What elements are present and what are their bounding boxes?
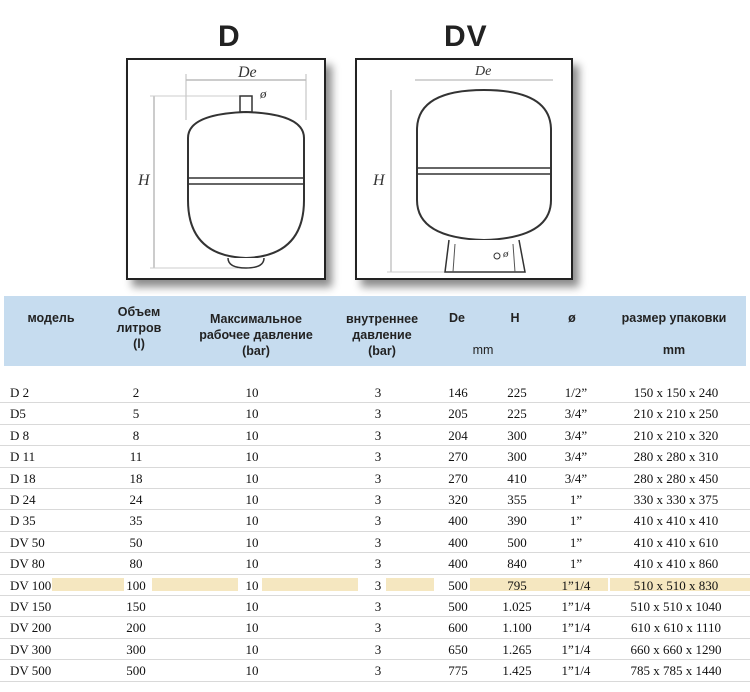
cell-max-pressure: 10 bbox=[245, 492, 259, 507]
cell-internal-pressure: 3 bbox=[374, 470, 382, 486]
cell-model: DV 50 bbox=[10, 534, 45, 550]
cell-volume: 200 bbox=[126, 620, 146, 636]
cell-max-pressure: 10 bbox=[245, 534, 259, 550]
cell-volume: 150 bbox=[126, 599, 146, 614]
cell-pack: 410 x 410 x 410 bbox=[633, 513, 719, 529]
cell-h: 1.100 bbox=[502, 620, 532, 636]
header-volume-line3: (l) bbox=[133, 337, 145, 351]
header-volume bbox=[104, 304, 174, 352]
cell-internal-pressure: 3 bbox=[374, 620, 382, 636]
cell-volume: 18 bbox=[129, 470, 143, 486]
cell-model: DV 150 bbox=[10, 599, 52, 614]
cell-de: 500 bbox=[448, 599, 468, 614]
cell-max-pressure: 10 bbox=[245, 513, 259, 529]
cell-de: 146 bbox=[448, 385, 468, 400]
cell-dia: 1” bbox=[569, 556, 583, 572]
cell-pack: 210 x 210 x 250 bbox=[633, 406, 719, 422]
cell-dia: 1” bbox=[569, 513, 583, 529]
cell-internal-pressure: 3 bbox=[374, 513, 382, 529]
table-row bbox=[0, 468, 750, 489]
cell-pack: 660 x 660 x 1290 bbox=[630, 641, 722, 657]
tank-dv-drawing bbox=[357, 60, 575, 282]
cell-de: 204 bbox=[448, 427, 468, 443]
cell-max-pressure: 10 bbox=[245, 470, 259, 486]
table-header bbox=[4, 296, 746, 366]
cell-model: DV 100 bbox=[10, 577, 52, 593]
cell-max-pressure: 10 bbox=[245, 385, 259, 400]
header-max-pressure-line2: рабочее давление bbox=[199, 328, 313, 342]
cell-de: 650 bbox=[448, 641, 468, 657]
cell-internal-pressure: 3 bbox=[374, 663, 382, 679]
cell-h: 225 bbox=[507, 385, 527, 400]
cell-dia: 3/4” bbox=[564, 427, 588, 443]
cell-de: 400 bbox=[448, 534, 468, 550]
cell-model: DV 80 bbox=[10, 556, 45, 572]
table-row bbox=[0, 553, 750, 574]
header-max-pressure-line3: (bar) bbox=[242, 344, 270, 358]
table-row bbox=[0, 425, 750, 446]
cell-pack: 410 x 410 x 610 bbox=[633, 534, 719, 550]
cell-volume: 24 bbox=[129, 492, 143, 507]
header-volume-line1: Объем bbox=[117, 305, 161, 319]
table-row bbox=[0, 382, 750, 403]
cell-pack: 280 x 280 x 310 bbox=[633, 449, 719, 465]
cell-internal-pressure: 3 bbox=[374, 406, 382, 422]
header-dia: ø bbox=[568, 311, 576, 325]
cell-h: 300 bbox=[507, 449, 527, 465]
cell-volume: 35 bbox=[129, 513, 143, 529]
cell-de: 600 bbox=[448, 620, 468, 636]
table-row bbox=[0, 532, 750, 553]
cell-volume: 11 bbox=[129, 449, 143, 465]
cell-max-pressure: 10 bbox=[245, 556, 259, 572]
title-d: D bbox=[218, 20, 241, 53]
table-row bbox=[0, 403, 750, 424]
table-row bbox=[0, 446, 750, 467]
cell-max-pressure: 10 bbox=[245, 599, 259, 614]
header-max-pressure bbox=[186, 311, 326, 359]
cell-pack: 210 x 210 x 320 bbox=[633, 427, 719, 443]
cell-dia: 3/4” bbox=[564, 406, 588, 422]
cell-max-pressure: 10 bbox=[245, 427, 259, 443]
cell-dia: 3/4” bbox=[564, 449, 588, 465]
dia-label-d: ø bbox=[260, 86, 267, 101]
cell-h: 1.425 bbox=[502, 663, 532, 679]
cell-internal-pressure: 3 bbox=[374, 641, 382, 657]
cell-h: 1.265 bbox=[502, 641, 532, 657]
cell-h: 840 bbox=[507, 556, 527, 572]
cell-volume: 8 bbox=[132, 427, 140, 443]
cell-max-pressure: 10 bbox=[245, 620, 259, 636]
header-internal-pressure-line1: внутреннее bbox=[345, 312, 419, 326]
table-row bbox=[0, 639, 750, 660]
cell-internal-pressure: 3 bbox=[374, 556, 382, 572]
cell-h: 795 bbox=[507, 577, 527, 593]
cell-model: D 2 bbox=[10, 385, 30, 400]
cell-internal-pressure: 3 bbox=[374, 577, 382, 593]
cell-model: D 11 bbox=[10, 449, 36, 465]
cell-max-pressure: 10 bbox=[245, 577, 259, 593]
cell-dia: 3/4” bbox=[564, 470, 588, 486]
cell-h: 1.025 bbox=[502, 599, 532, 614]
header-internal-pressure-line3: (bar) bbox=[368, 344, 396, 358]
cell-model: D 18 bbox=[10, 470, 36, 486]
cell-internal-pressure: 3 bbox=[374, 534, 382, 550]
table-row bbox=[0, 596, 750, 617]
header-h: H bbox=[510, 311, 520, 325]
header-internal-pressure bbox=[330, 311, 434, 359]
cell-max-pressure: 10 bbox=[245, 663, 259, 679]
cell-dia: 1” bbox=[569, 534, 583, 550]
cell-pack: 410 x 410 x 860 bbox=[633, 556, 719, 572]
cell-dia: 1”1/4 bbox=[561, 641, 591, 657]
header-model: модель bbox=[27, 311, 75, 325]
cell-de: 205 bbox=[448, 406, 468, 422]
table-row bbox=[0, 489, 750, 510]
tank-d-drawing bbox=[128, 60, 328, 282]
cell-de: 400 bbox=[448, 556, 468, 572]
cell-volume: 50 bbox=[129, 534, 143, 550]
cell-internal-pressure: 3 bbox=[374, 427, 382, 443]
cell-volume: 5 bbox=[132, 406, 140, 422]
cell-pack: 280 x 280 x 450 bbox=[633, 470, 719, 486]
cell-dia: 1”1/4 bbox=[561, 599, 591, 614]
header-internal-pressure-line2: давление bbox=[352, 328, 412, 342]
cell-model: D 8 bbox=[10, 427, 30, 443]
cell-h: 300 bbox=[507, 427, 527, 443]
cell-dia: 1”1/4 bbox=[561, 577, 591, 593]
cell-h: 410 bbox=[507, 470, 527, 486]
cell-h: 500 bbox=[507, 534, 527, 550]
cell-max-pressure: 10 bbox=[245, 406, 259, 422]
cell-dia: 1/2” bbox=[564, 385, 588, 400]
h-label-dv: H bbox=[373, 172, 385, 189]
cell-h: 355 bbox=[507, 492, 527, 507]
de-label-dv: De bbox=[475, 64, 492, 79]
cell-max-pressure: 10 bbox=[245, 641, 259, 657]
cell-volume: 80 bbox=[129, 556, 143, 572]
cell-internal-pressure: 3 bbox=[374, 599, 382, 614]
dia-label-dv: ø bbox=[503, 248, 509, 260]
cell-model: DV 300 bbox=[10, 641, 52, 657]
cell-de: 500 bbox=[448, 577, 468, 593]
cell-dia: 1”1/4 bbox=[561, 663, 591, 679]
cell-dia: 1” bbox=[569, 492, 583, 507]
cell-internal-pressure: 3 bbox=[374, 492, 382, 507]
cell-h: 225 bbox=[507, 406, 527, 422]
cell-pack: 150 x 150 x 240 bbox=[633, 385, 719, 400]
cell-max-pressure: 10 bbox=[245, 449, 259, 465]
cell-de: 400 bbox=[448, 513, 468, 529]
cell-de: 270 bbox=[448, 470, 468, 486]
cell-model: DV 200 bbox=[10, 620, 52, 636]
cell-de: 320 bbox=[448, 492, 468, 507]
table-row bbox=[0, 660, 750, 681]
cell-internal-pressure: 3 bbox=[374, 385, 382, 400]
cell-volume: 100 bbox=[126, 577, 146, 593]
cell-pack: 510 x 510 x 830 bbox=[633, 577, 719, 593]
diagram-d bbox=[126, 58, 326, 280]
cell-volume: 2 bbox=[132, 385, 140, 400]
header-volume-line2: литров bbox=[116, 321, 162, 335]
cell-model: D 24 bbox=[10, 492, 36, 507]
cell-pack: 510 x 510 x 1040 bbox=[630, 599, 722, 614]
header-pack-unit: mm bbox=[662, 343, 686, 357]
table-row bbox=[0, 510, 750, 531]
header-max-pressure-line1: Максимальное bbox=[209, 312, 303, 326]
header-pack: размер упаковки bbox=[621, 311, 727, 325]
diagram-dv bbox=[355, 58, 573, 280]
table-row bbox=[0, 617, 750, 638]
cell-model: D5 bbox=[10, 406, 26, 422]
cell-de: 775 bbox=[448, 663, 468, 679]
de-label-d: De bbox=[238, 64, 257, 81]
cell-model: DV 500 bbox=[10, 663, 52, 679]
cell-pack: 785 x 785 x 1440 bbox=[630, 663, 722, 679]
cell-internal-pressure: 3 bbox=[374, 449, 382, 465]
cell-dia: 1”1/4 bbox=[561, 620, 591, 636]
header-dim-unit: mm bbox=[472, 343, 494, 357]
title-dv: DV bbox=[444, 20, 488, 53]
cell-de: 270 bbox=[448, 449, 468, 465]
cell-pack: 330 x 330 x 375 bbox=[633, 492, 719, 507]
cell-pack: 610 x 610 x 1110 bbox=[630, 620, 722, 636]
cell-model: D 35 bbox=[10, 513, 36, 529]
cell-h: 390 bbox=[507, 513, 527, 529]
cell-volume: 500 bbox=[126, 663, 146, 679]
h-label-d: H bbox=[138, 172, 150, 189]
table-row bbox=[0, 575, 750, 596]
cell-volume: 300 bbox=[126, 641, 146, 657]
header-de: De bbox=[449, 311, 465, 325]
